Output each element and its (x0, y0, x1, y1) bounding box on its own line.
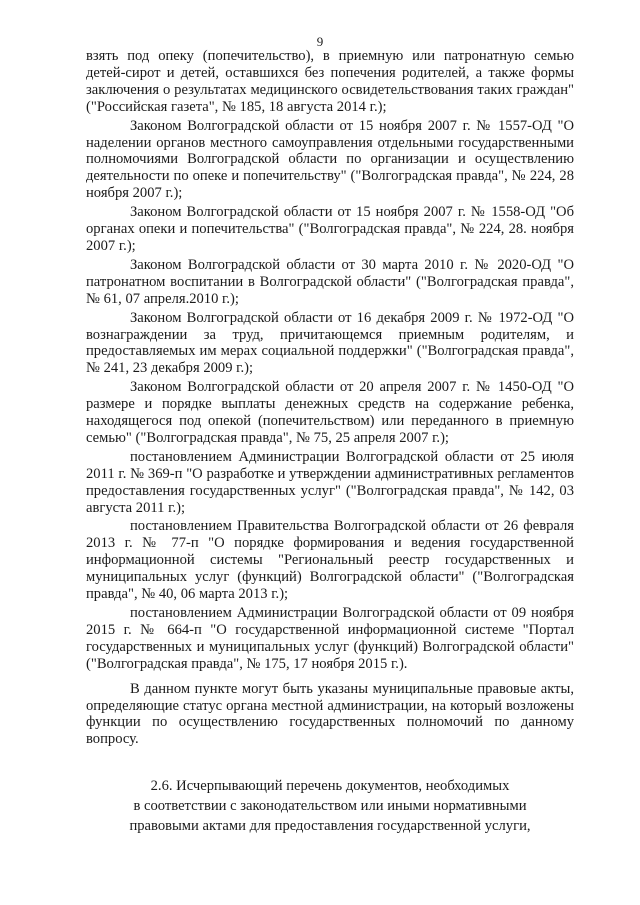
paragraph-law-1972: Законом Волгоградской области от 16 декабря 2009 г. № 1972-ОД "О вознаграждении за труд, причитающемся приемным родителям, и предоставляемых им мерах социальной поддержки" ("Волгоградская правда", № 241, 23 декабря 2009 г.); (86, 309, 574, 377)
section-heading-line: правовыми актами для предоставления государственной услуги, (129, 818, 531, 834)
paragraph-law-1557: Законом Волгоградской области от 15 ноября 2007 г. № 1557-ОД "О наделении органов местного самоуправления отдельными государственными полномочиями Волгоградской области по организации и осуществлению деятельности по опеке и попечительству" ("Волгоградская правда", № 224, 28 ноября 2007 г.); (86, 117, 574, 202)
section-heading-line: 2.6. Исчерпывающий перечень документов, необходимых (150, 778, 510, 794)
section-heading-2-6 (86, 776, 574, 836)
paragraph-law-1558: Законом Волгоградской области от 15 ноября 2007 г. № 1558-ОД "Об органах опеки и попечительства" ("Волгоградская правда", № 224, 28. ноября 2007 г.); (86, 204, 574, 254)
document-body (86, 48, 574, 750)
section-heading-line: в соответствии с законодательством или иными нормативными (133, 798, 527, 814)
paragraph-continuation: взять под опеку (попечительство), в приемную или патронатную семью детей-сирот и детей, оставшихся без попечения родителей, а также формы заключения о результатах медицинского освидетельствования таких граждан" ("Российская газета", № 185, 18 августа 2014 г.); (86, 48, 574, 115)
paragraph-resolution-369: постановлением Администрации Волгоградской области от 25 июля 2011 г. № 369-п "О разработке и утверждении административных регламентов предоставления государственных услуг" ("Волгоградская правда", № 142, 03 августа 2011 г.); (86, 448, 574, 516)
paragraph-municipal-acts-note: В данном пункте могут быть указаны муниципальные правовые акты, определяющие статус органа местной администрации, на который возложены функции по осуществлению государственных полномочий по данному вопросу. (86, 680, 574, 748)
paragraph-resolution-664: постановлением Администрации Волгоградской области от 09 ноября 2015 г. № 664-п "О государственной информационной системе "Портал государственных и муниципальных услуг (функций) Волгоградской области" ("Волгоградская правда", № 175, 17 ноября 2015 г.). (86, 605, 574, 672)
page-number: 9 (316, 34, 324, 49)
paragraph-resolution-77: постановлением Правительства Волгоградской области от 26 февраля 2013 г. № 77-п "О порядке формирования и ведения государственной информационной системы "Региональный реестр государственных и муниципальных услуг (функций) Волгоградской области" ("Волгоградская правда", № 40, 06 марта 2013 г.); (86, 518, 574, 603)
paragraph-law-2020: Законом Волгоградской области от 30 марта 2010 г. № 2020-ОД "О патронатном воспитании в Волгоградской области" ("Волгоградская правда", № 61, 07 апреля.2010 г.); (86, 256, 574, 307)
paragraph-law-1450: Законом Волгоградской области от 20 апреля 2007 г. № 1450-ОД "О размере и порядке выплаты денежных средств на содержание ребенка, находящегося под опекой (попечительством) или переданного в приемную семью" ("Волгоградская правда", № 75, 25 апреля 2007 г.); (86, 379, 574, 446)
